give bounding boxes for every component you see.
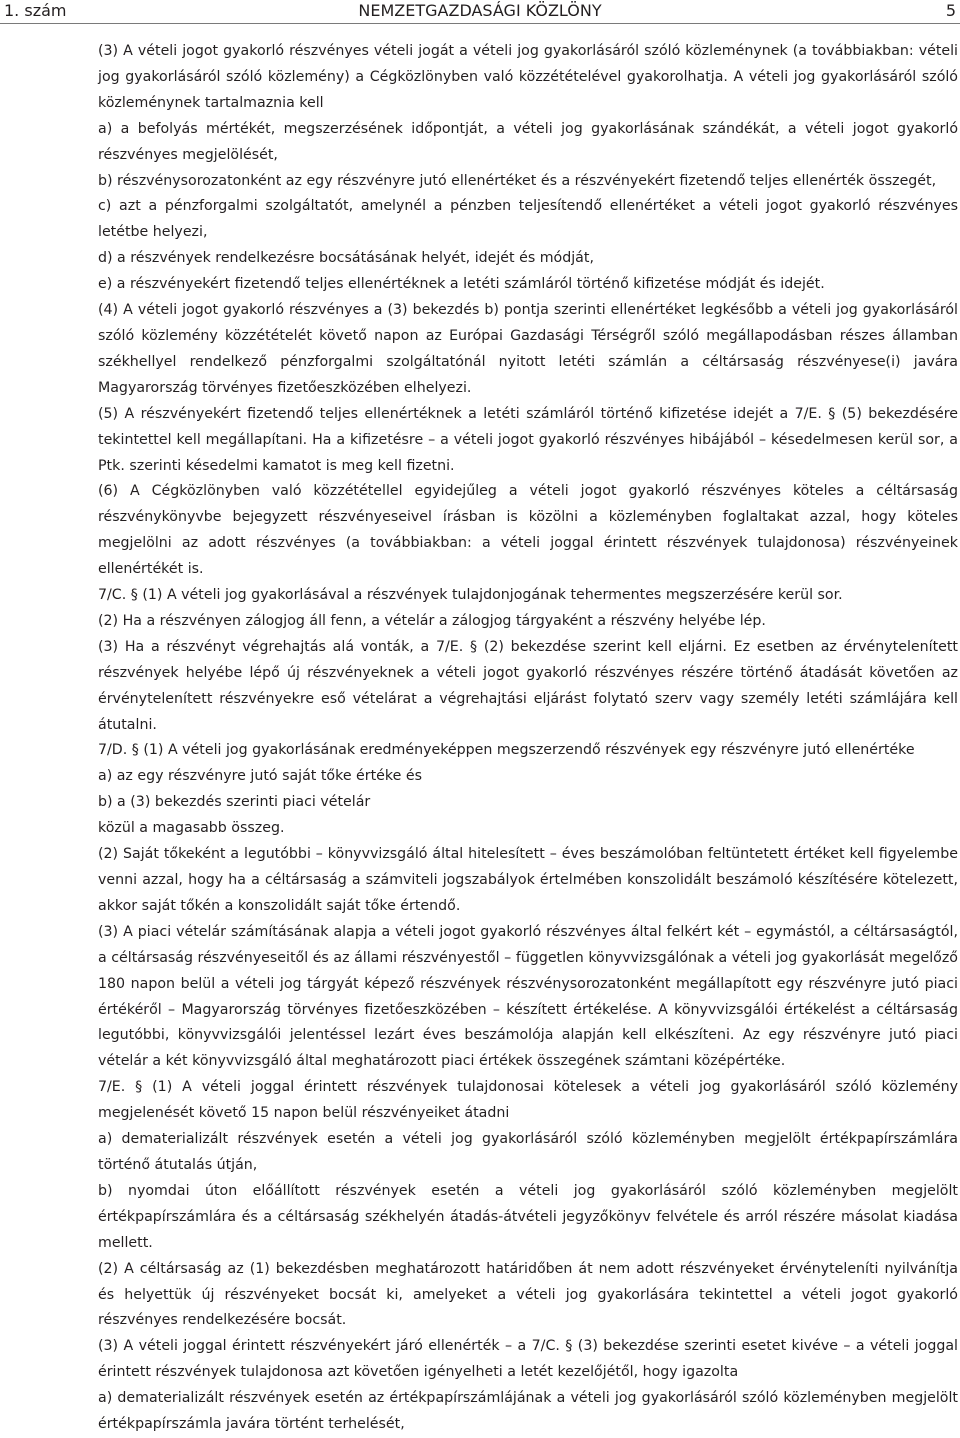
paragraph: (3) A vételi jogot gyakorló részvényes vételi jogát a vételi jog gyakorlásáról szóló közleménynek (a továbbiakban: vételi jog gyakorlásáról szóló közlemény) a Cégközlönyben való közzétételével gyakorolhatja. A vételi jog gyakorlásáról szóló közleménynek tartalmaznia kell bbox=[98, 43, 958, 111]
paragraph: b) a (3) bekezdés szerinti piaci vételár bbox=[98, 794, 371, 811]
paragraph: (2) Ha a részvényen zálogjog áll fenn, a vételár a zálogjog tárgyaként a részvény helyébe lép. bbox=[98, 612, 766, 629]
page-header bbox=[0, 0, 960, 26]
paragraph: b) nyomdai úton előállított részvények esetén a vételi jog gyakorlásáról szóló közleményben megjelölt értékpapírszámlára és a céltársaság székhelyén átadás-átvételi jegyzőkönyv felvétele és arról részére másolat kiadása mellett. bbox=[98, 1182, 958, 1251]
paragraph: 7/C. § (1) A vételi jog gyakorlásával a részvények tulajdonjogának tehermentes megszerzésére kerül sor. bbox=[98, 587, 843, 604]
paragraph: 7/D. § (1) A vételi jog gyakorlásának eredményeképpen megszerzendő részvények egy részvényre jutó ellenértéke bbox=[98, 742, 915, 759]
paragraph: (5) A részvényekért fizetendő teljes ellenértéknek a letéti számláról történő kifizetése idejét a 7/E. § (5) bekezdésére tekintettel kell megállapítani. Ha a kifizetésre – a vételi jogot gyakorló részvényes hibájából – késedelmesen kerül sor, a Ptk. szerinti késedelmi kamatot is meg kell fizetni. bbox=[98, 405, 958, 474]
paragraph: (2) A céltársaság az (1) bekezdésben meghatározott határidőben át nem adott részvényeket érvényteleníti nyilvánítja és helyettük új részvényeket bocsát ki, amelyeket a vételi jog gyakorlására tekintettel a vételi jogot gyakorló részvényes rendelkezésére bocsát. bbox=[98, 1260, 958, 1329]
paragraph: 7/E. § (1) A vételi joggal érintett részvények tulajdonosai kötelesek a vételi jog gyakorlásáról szóló közlemény megjelenését követő 15 napon belül részvényeiket átadni bbox=[98, 1079, 958, 1122]
issue-number: 1. szám bbox=[4, 1, 67, 20]
paragraph: a) dematerializált részvények esetén az értékpapírszámlájának a vételi jog gyakorlásáról szóló közleményben megjelölt értékpapírszámla javára történt terhelését, bbox=[98, 1390, 958, 1433]
paragraph: (6) A Cégközlönyben való közzététellel egyidejűleg a vételi jogot gyakorló részvényes köteles a céltársaság részvénykönyvbe bejegyzett részvényeseivel írásban is közölni a közleményben foglaltakat azzal, hogy köteles megjelölni az adott részvényes (a továbbiakban: a vételi joggal érintett részvények tulajdonosa) részvényeinek ellenértékét is. bbox=[98, 483, 958, 578]
paragraph: a) az egy részvényre jutó saját tőke értéke és bbox=[98, 768, 422, 785]
paragraph: közül a magasabb összeg. bbox=[98, 820, 285, 837]
paragraph: a) a befolyás mértékét, megszerzésének időpontját, a vételi jog gyakorlásának szándékát, a vételi jogot gyakorló részvényes megjelölését, bbox=[98, 120, 958, 163]
body-text bbox=[98, 39, 958, 1438]
paragraph: (3) A piaci vételár számításának alapja a vételi jogot gyakorló részvényes által felkért két – egymástól, a céltársaságtól, a céltársaság részvényeseitől és az állami részvényestől – független könyvvizsgálónak a vételi jog gyakorlását megelőző 180 napon belül a vételi jog tárgyát képező részvények részvénysorozatonként megállapított egy részvényre jutó piaci értékéről – Magyarország törvényes fizetőeszközében – készített értékelése. A könyvvizsgálói értékelést a céltársaság legutóbbi, könyvvizsgálói jelentéssel lezárt éves beszámolója alapján kell elkészíteni. Az egy részvényre jutó piaci vételár a két könyvvizsgáló által meghatározott piaci értékek összegének számtani középértéke. bbox=[98, 923, 958, 1070]
paragraph: (2) Saját tőkeként a legutóbbi – könyvvizsgáló által hitelesített – éves beszámolóban feltüntetett értéket kell figyelembe venni azzal, hogy ha a céltársaság a számviteli jogszabályok értelmében konszolidált beszámoló készítésére kötelezett, akkor saját tőkén a konszolidált saját tőke értendő. bbox=[98, 846, 958, 914]
paragraph: b) részvénysorozatonként az egy részvényre jutó ellenértéket és a részvényekért fizetendő teljes ellenérték összegét, bbox=[98, 172, 937, 189]
paragraph: e) a részvényekért fizetendő teljes ellenértéknek a letéti számláról történő kifizetése módját és idejét. bbox=[98, 276, 825, 293]
paragraph: d) a részvények rendelkezésre bocsátásának helyét, idejét és módját, bbox=[98, 250, 594, 267]
publication-title: NEMZETGAZDASÁGI KÖZLÖNY bbox=[358, 1, 602, 20]
header-rule bbox=[0, 23, 960, 24]
paragraph: c) azt a pénzforgalmi szolgáltatót, amelynél a pénzben teljesítendő ellenértéket a vételi jogot gyakorló részvényes letétbe helyezi, bbox=[98, 198, 958, 241]
paragraph: (3) Ha a részvényt végrehajtás alá vonták, a 7/E. § (2) bekezdése szerint kell eljárni. Ez esetben az érvénytelenített részvények helyébe lépő új részvényeknek a vételi jogot gyakorló részvényes részére történő átadását követően az érvénytelenített részvényekre eső vételárat a végrehajtási eljárást folytató szerv vagy személy letéti számlájára kell átutalni. bbox=[98, 638, 958, 733]
paragraph: (4) A vételi jogot gyakorló részvényes a (3) bekezdés b) pontja szerinti ellenértéket legkésőbb a vételi jog gyakorlásáról szóló közlemény közzétételét követő napon az Európai Gazdasági Térségről szóló megállapodásban részes államban székhellyel rendelkező pénzforgalmi szolgáltatónál nyitott letéti számlán a céltársaság részvényese(i) javára Magyarország törvényes fizetőeszközében elhelyezi. bbox=[98, 302, 958, 396]
paragraph: a) dematerializált részvények esetén a vételi jog gyakorlásáról szóló közleményben megjelölt értékpapírszámlára történő átutalás útján, bbox=[98, 1131, 958, 1173]
paragraph: (3) A vételi joggal érintett részvényekért járó ellenérték – a 7/C. § (3) bekezdése szerinti esetet kivéve – a vételi joggal érintett részvények tulajdonosa azt követően igényelheti a letét kezelőjétől, hogy igazolta bbox=[98, 1338, 958, 1381]
page-number: 5 bbox=[945, 1, 956, 20]
